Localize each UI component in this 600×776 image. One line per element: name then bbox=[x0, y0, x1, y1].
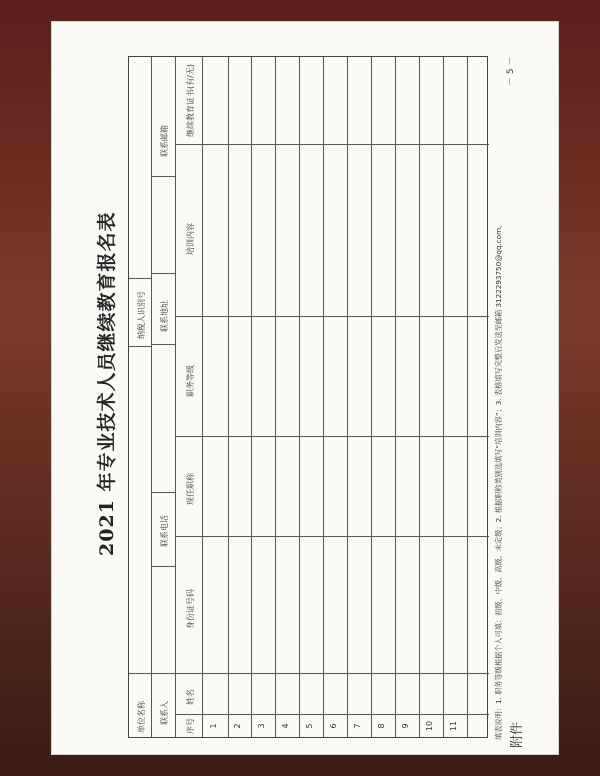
contact-phone-label: 联系电话 bbox=[160, 515, 169, 547]
page-number: － 5 － bbox=[506, 56, 516, 86]
id-number-header: 身份证号码 bbox=[186, 589, 195, 629]
row-number: 3 bbox=[257, 723, 266, 729]
contact-email-label: 联系邮箱 bbox=[160, 125, 169, 157]
training-content-header: 培训内容 bbox=[186, 223, 195, 255]
row-number: 11 bbox=[449, 720, 458, 732]
contact-person-label: 联系人 bbox=[160, 701, 169, 725]
form-notes: 填表说明：1. 职务等级根据个人可填：初级、中级、高级、未定级；2. 根据职称类别选填写“培训内容”；3. 表格填写完整后发送至邮箱 3122293750@qq.com。 bbox=[494, 220, 503, 740]
row-number: 10 bbox=[425, 720, 434, 732]
row-number: 2 bbox=[233, 723, 242, 729]
row-number: 1 bbox=[209, 723, 218, 729]
taxpayer-id-label: 纳税人识别号 bbox=[137, 291, 146, 339]
row-number: 7 bbox=[353, 723, 362, 729]
attachment-label: 附件 bbox=[510, 721, 525, 748]
row-number: 8 bbox=[377, 723, 386, 729]
row-number: 4 bbox=[281, 723, 290, 729]
cert-status-header: 继续教育证书(有/无) bbox=[186, 64, 195, 137]
unit-name-label: 单位名称 bbox=[137, 701, 146, 733]
row-number: 6 bbox=[329, 723, 338, 729]
position-level-header: 职务等级 bbox=[186, 365, 195, 397]
seq-header: 序号 bbox=[186, 718, 195, 734]
row-number: 5 bbox=[305, 723, 314, 729]
current-title-header: 现任职称 bbox=[186, 473, 195, 505]
registration-table bbox=[128, 56, 488, 738]
row-number: 9 bbox=[401, 723, 410, 729]
page-title: 2021 年专业技术人员继续教育报名表 bbox=[96, 211, 118, 556]
name-header: 姓名 bbox=[186, 689, 195, 705]
contact-address-label: 联系地址 bbox=[160, 300, 169, 332]
